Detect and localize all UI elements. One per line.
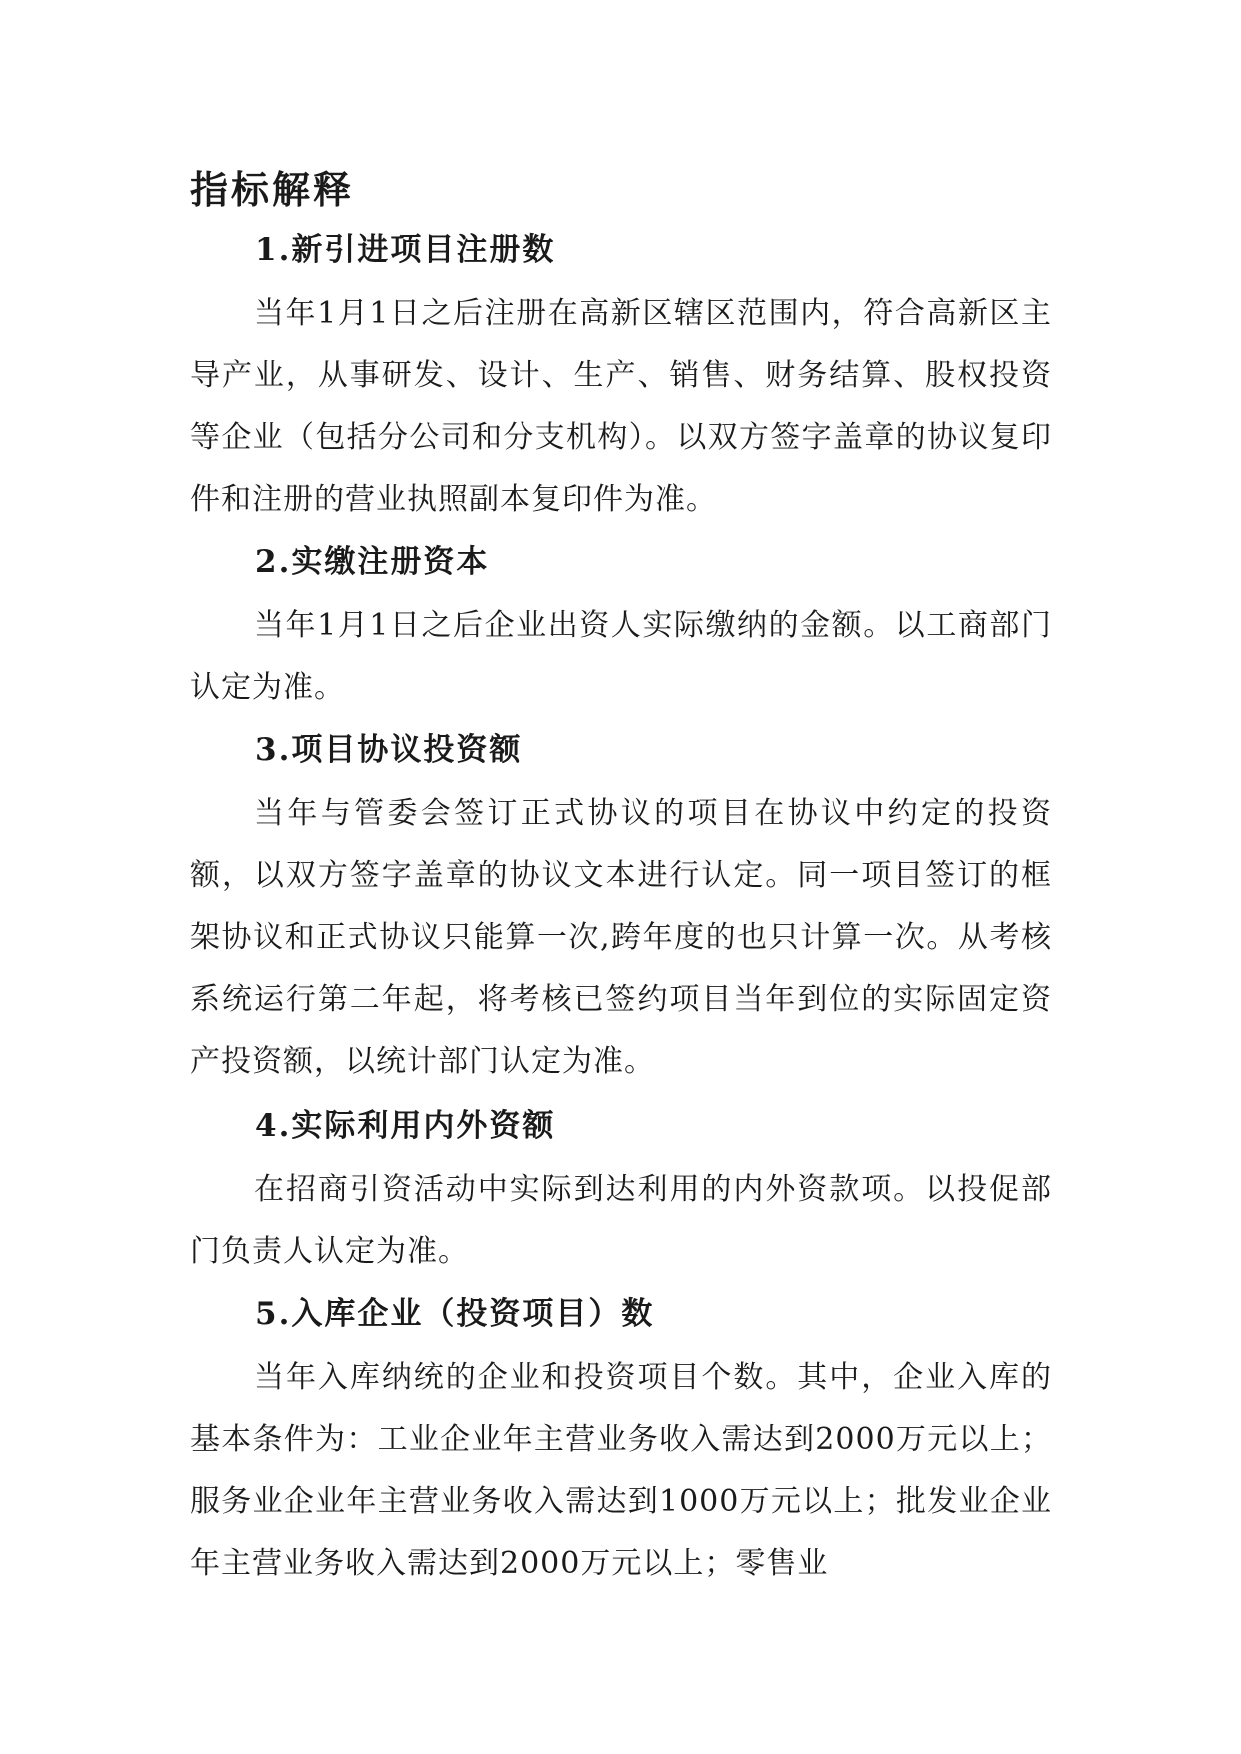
section-body-4: 在招商引资活动中实际到达利用的内外资款项。以投促部门负责人认定为准。 — [190, 1172, 1052, 1269]
section-heading-2: 2.实缴注册资本 — [255, 544, 490, 580]
section-heading-1: 1.新引进项目注册数 — [255, 232, 556, 268]
section-heading-4: 4.实际利用内外资额 — [255, 1108, 556, 1144]
section-body-1: 当年1月1日之后注册在高新区辖区范围内，符合高新区主导产业，从事研发、设计、生产、销售、财务结算、股权投资等企业（包括分公司和分支机构）。以双方签字盖章的协议复印件和注册的营业执照副本复印件为准。 — [190, 296, 1052, 517]
section-body-3: 当年与管委会签订正式协议的项目在协议中约定的投资额，以双方签字盖章的协议文本进行认定。同一项目签订的框架协议和正式协议只能算一次,跨年度的也只计算一次。从考核系统运行第二年起，将考核已签约项目当年到位的实际固定资产投资额，以统计部门认定为准。 — [190, 796, 1052, 1079]
section-heading-5: 5.入库企业（投资项目）数 — [255, 1296, 655, 1332]
page-title: 指标解释 — [190, 168, 355, 212]
section-body-5: 当年入库纳统的企业和投资项目个数。其中，企业入库的基本条件为：工业企业年主营业务收入需达到2000万元以上；服务业企业年主营业务收入需达到1000万元以上；批发业企业年主营业务收入需达到2000万元以上；零售业 — [190, 1360, 1052, 1581]
section-heading-3: 3.项目协议投资额 — [255, 732, 523, 768]
section-body-2: 当年1月1日之后企业出资人实际缴纳的金额。以工商部门认定为准。 — [190, 608, 1052, 705]
